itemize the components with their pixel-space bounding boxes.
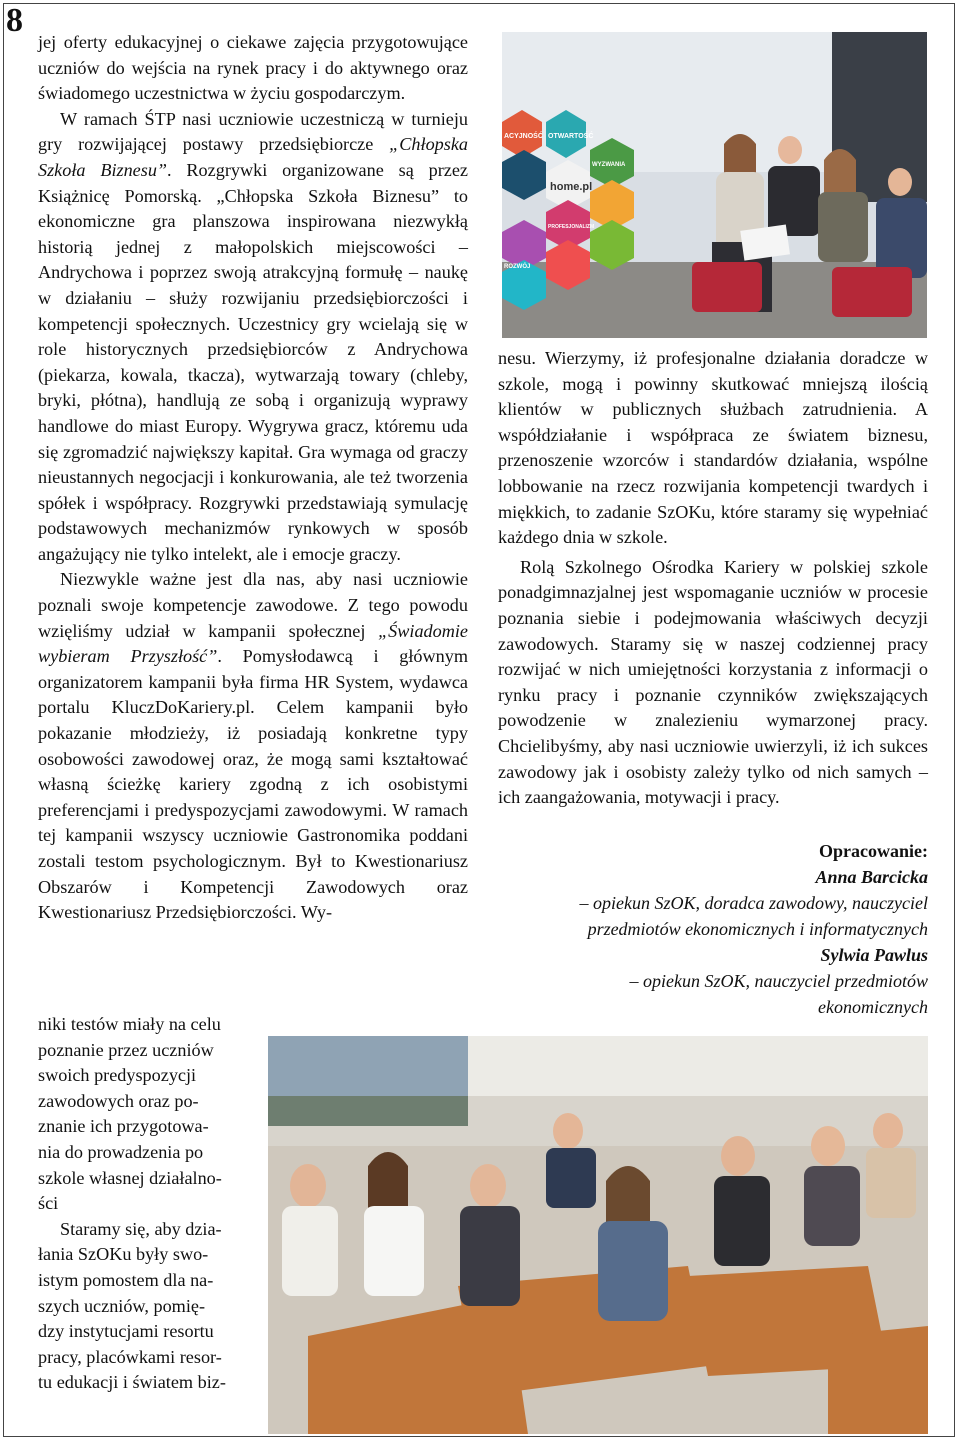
text-line: tu edukacji i światem biz- <box>38 1372 226 1393</box>
text-line: szkole własnej działalno- <box>38 1167 222 1188</box>
game-title: „Chłopska Szkoła Biznesu” <box>38 134 468 180</box>
signature-block <box>488 838 928 1020</box>
text-line: szych uczniów, pomię- <box>38 1295 205 1316</box>
paragraph: nesu. Wierzymy, iż profesjonalne działania doradcze w szkole, mogą i powinny skutkować mniejszą ilością klientów w publicznych służbach zatrudnienia. A współdziałanie i współpraca ze światem biznesu, przenoszenie wzorców i standardów działania, wspólne lobbowanie na rzecz rozwijania kompetencji twardych i miękkich, to zadanie SzOKu, które staramy się wypełniać każdego dnia w szkole. <box>498 348 928 548</box>
author-role: – opiekun SzOK, nauczyciel przedmiotów <box>629 971 928 991</box>
text-run: . Rozgrywki organizowane są przez Książnicę Pomorską. „Chłopska Szkoła Biznesu” to ekonomiczne gra planszowa inspirowana niezwykłą historią jednej z małopolskich miejscowości – Andrychowa i poprzez swoją atrakcyjną formułę – naukę w działaniu – służy rozwijaniu przedsiębiorczości i kompetencji społecznych. Uczestnicy gry wcielają się w role historycznych przedsiębiorców z Andrychowa (piekarza, kowala, tkacza), wytwarzają towary (chleby, bryki, płótna), handlują ze sobą i organizują wyprawy handlowe do miast Europy. Wygrywa gracz, któremu uda się zgromadzić największy kapitał. Gra wymaga od graczy nieustannych negocjacji i konkurowania, ale też tworzenia spółek i współpracy. Rozgrywki przedstawiają symulację podstawowych mechanizmów rynkowych w sposób angażujący nie tylko intelekt, ale i emocje graczy. <box>38 159 468 564</box>
signature-heading: Opracowanie: <box>819 841 928 861</box>
text-run: W ramach ŚTP nasi uczniowie uczestniczą w turnieju gry rozwijającej postawy przedsiębiorcze <box>38 108 468 155</box>
text-line: znanie ich przygotowa- <box>38 1116 209 1137</box>
text-line: istym pomostem dla na- <box>38 1269 214 1290</box>
text-line: poznanie przez uczniów <box>38 1039 214 1060</box>
photo-students-with-hexagon-wall <box>502 32 927 338</box>
text-run: Niezwykle ważne jest dla nas, aby nasi uczniowie poznali swoje kompetencje zawodowe. Z tego powodu wzięliśmy udział w kampanii społecznej <box>38 569 468 641</box>
text-line: swoich predyspozycji <box>38 1065 197 1086</box>
text-line: nia do prowadzenia po <box>38 1141 204 1162</box>
author-role: – opiekun SzOK, doradca zawodowy, nauczyciel <box>579 893 928 913</box>
text-line: łania SzOKu były swo- <box>38 1244 209 1265</box>
left-column <box>38 30 468 926</box>
text-line: zawodowych oraz po- <box>38 1090 199 1111</box>
paragraph: Rolą Szkolnego Ośrodka Kariery w polskiej szkole ponadgimnazjalnej jest wspomaganie uczniów w procesie poznania siebie i podejmowania właściwych decyzji zawodowych. Staramy się w naszej codziennej pracy rozwijać w nich umiejętności korzystania z informacji o rynku pracy i poznanie czynników zwiększających powodzenie w znalezieniu wymarzonej pracy. Chcielibyśmy, aby nasi uczniowie uwierzyli, iż ich sukces zawodowy jak i osobisty zależy tylko od nich samych – ich zaangażowania, motywacji i pracy. <box>498 556 928 808</box>
paragraph: jej oferty edukacyjnej o ciekawe zajęcia przygotowujące uczniów do wejścia na rynek pracy i do aktywnego oraz świadomego uczestnictwa w życiu gospodarczym. <box>38 32 468 104</box>
hexagon-label: PROFESJONALIZM <box>548 224 595 230</box>
author-name: Anna Barcicka <box>815 867 928 887</box>
paragraph <box>38 567 468 925</box>
text-run: . Pomysłodawcą i głównym organizatorem kampanii była firma HR System, wydawca portalu KluczDoKariery.pl. Celem kampanii było pokazanie młodzieży, iż posiadają konkretne typy osobowości zawodowej oraz, że mogą sami kształtować własną ścieżkę kariery zgodną z ich osobistymi preferencjami i predyspozycjami zawodowymi. W ramach tej kampanii wszyscy uczniowie Gastronomika poddani zostali testom psychologicznym. Był to Kwestionariusz Obszarów i Kompetencji Zawodowych oraz Kwestionariusz Przedsiębiorczości. Wy- <box>38 646 468 923</box>
text-line: ści <box>38 1193 59 1214</box>
text-line: dzy instytucjami resortu <box>38 1321 214 1342</box>
text-line: pracy, placówkami resor- <box>38 1346 222 1367</box>
photo-students-in-classroom <box>268 1036 928 1434</box>
hexagon-label: OTWARTOŚĆ <box>548 133 594 140</box>
author-role: ekonomicznych <box>818 997 928 1017</box>
hexagon-label: ACYJNOŚĆ <box>504 133 543 140</box>
page-number: 8 <box>6 2 23 39</box>
text-line: Staramy się, aby dzia- <box>60 1218 222 1239</box>
right-column <box>498 346 928 811</box>
hexagon-label: ROZWÓJ <box>504 264 531 270</box>
text-line: niki testów miały na celu <box>38 1014 221 1034</box>
author-name: Sylwia Pawlus <box>820 945 928 965</box>
hexagon-label: WYZWANIA <box>592 162 626 168</box>
hexagon-label: home.pl <box>550 181 593 193</box>
campaign-title: „Świadomie wybieram Przyszłość” <box>38 620 468 667</box>
author-role: przedmiotów ekonomicznych i informatycznych <box>587 919 928 939</box>
paragraph <box>38 107 468 568</box>
